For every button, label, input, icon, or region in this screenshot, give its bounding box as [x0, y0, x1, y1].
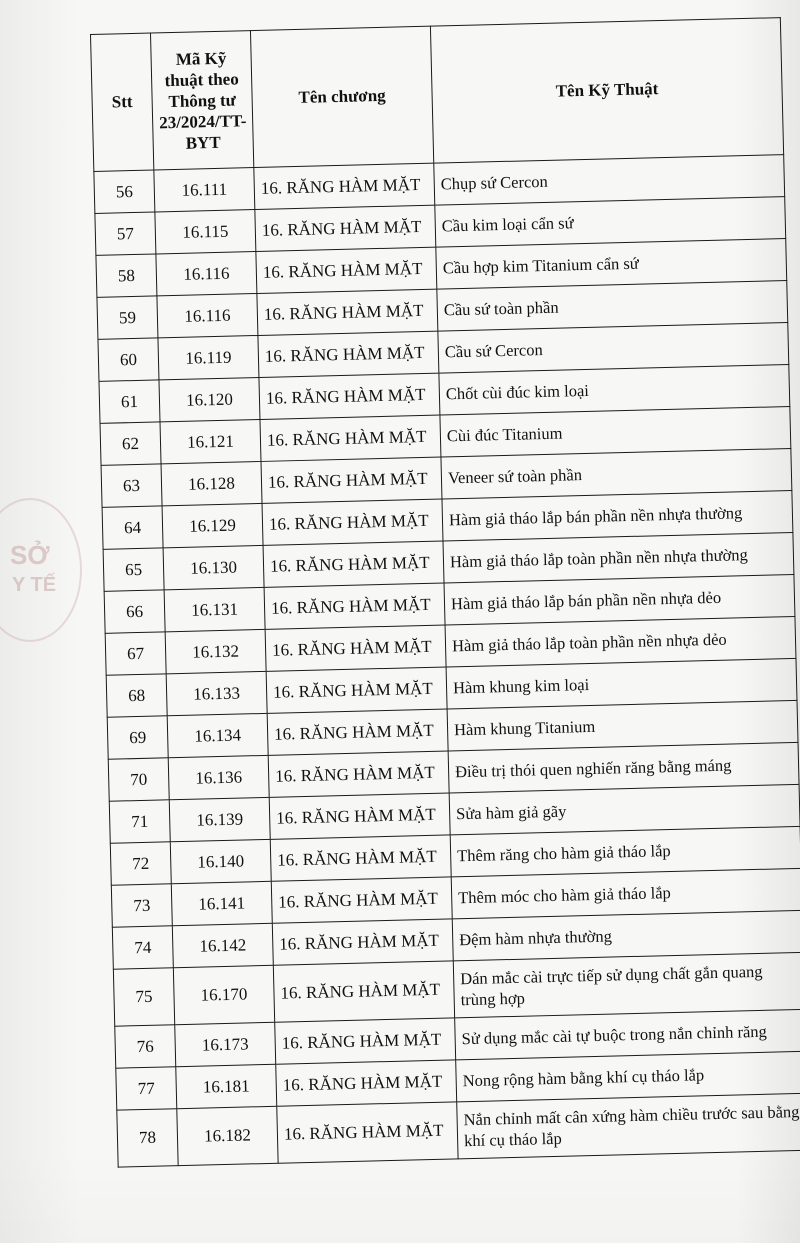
- header-stt: Stt: [91, 33, 154, 171]
- stamp-text-1: SỞ: [10, 540, 50, 570]
- row-code: 16.131: [164, 587, 265, 631]
- row-stt: 60: [98, 338, 159, 381]
- row-chapter: 16. RĂNG HÀM MẶT: [263, 541, 444, 587]
- page-bottom-shade: [0, 1150, 800, 1243]
- row-technique-name: Cầu hợp kim Titanium cẩn sứ: [436, 239, 787, 290]
- row-code: 16.130: [163, 545, 264, 589]
- row-technique-name: Chụp sứ Cercon: [434, 155, 785, 206]
- table-body: [94, 155, 800, 1168]
- row-chapter: 16. RĂNG HÀM MẶT: [259, 373, 440, 419]
- row-chapter: 16. RĂNG HÀM MẶT: [256, 247, 437, 293]
- stamp-text-2: Y TẾ: [12, 574, 57, 596]
- row-chapter: 16. RĂNG HÀM MẶT: [257, 289, 438, 335]
- row-technique-name: Hàm giả tháo lắp bán phần nền nhựa dẻo: [444, 574, 795, 625]
- row-code: 16.139: [169, 797, 270, 841]
- row-stt: 57: [95, 212, 156, 255]
- row-code: 16.182: [177, 1106, 278, 1165]
- row-technique-name: Cầu kim loại cẩn sứ: [435, 197, 786, 248]
- header-chapter: Tên chương: [250, 26, 433, 167]
- row-code: 16.121: [160, 419, 261, 463]
- row-chapter: 16. RĂNG HÀM MẶT: [269, 793, 450, 839]
- row-stt: 68: [106, 674, 167, 717]
- row-code: 16.134: [167, 713, 268, 757]
- row-code: 16.141: [171, 881, 272, 925]
- row-stt: 56: [94, 170, 155, 213]
- row-technique-name: Nong rộng hàm bằng khí cụ tháo lắp: [456, 1051, 800, 1102]
- row-stt: 67: [105, 632, 166, 675]
- row-stt: 71: [109, 800, 170, 843]
- row-chapter: 16. RĂNG HÀM MẶT: [262, 499, 443, 545]
- row-code: 16.115: [155, 210, 256, 254]
- row-stt: 69: [107, 716, 168, 759]
- row-code: 16.129: [162, 503, 263, 547]
- row-chapter: 16. RĂNG HÀM MẶT: [255, 205, 436, 251]
- row-stt: 78: [117, 1109, 178, 1167]
- row-stt: 72: [110, 842, 171, 885]
- row-technique-name: Sử dụng mắc cài tự buộc trong nắn chỉnh răng: [455, 1009, 800, 1060]
- row-technique-name: Chốt cùi đúc kim loại: [439, 365, 790, 416]
- row-stt: 76: [115, 1025, 176, 1068]
- row-stt: 63: [101, 464, 162, 507]
- row-stt: 75: [113, 968, 174, 1026]
- row-code: 16.181: [176, 1064, 277, 1108]
- row-code: 16.116: [156, 252, 257, 296]
- row-chapter: 16. RĂNG HÀM MẶT: [272, 919, 453, 965]
- row-technique-name: Hàm giả tháo lắp toàn phần nền nhựa dẻo: [445, 616, 796, 667]
- row-code: 16.132: [165, 629, 266, 673]
- row-stt: 70: [108, 758, 169, 801]
- row-code: 16.128: [161, 461, 262, 505]
- row-stt: 58: [96, 254, 157, 297]
- row-chapter: 16. RĂNG HÀM MẶT: [276, 1060, 457, 1106]
- row-code: 16.120: [159, 377, 260, 421]
- row-chapter: 16. RĂNG HÀM MẶT: [273, 961, 454, 1022]
- row-code: 16.142: [172, 923, 273, 967]
- row-technique-name: Cầu sứ Cercon: [438, 323, 789, 374]
- row-stt: 74: [112, 926, 173, 969]
- row-stt: 59: [97, 296, 158, 339]
- row-technique-name: Hàm giả tháo lắp toàn phần nền nhựa thường: [443, 532, 794, 583]
- row-technique-name: Hàm giả tháo lắp bán phần nền nhựa thường: [442, 490, 793, 541]
- row-stt: 64: [102, 506, 163, 549]
- row-technique-name: Đệm hàm nhựa thường: [452, 910, 800, 961]
- row-chapter: 16. RĂNG HÀM MẶT: [268, 751, 449, 797]
- row-code: 16.170: [173, 965, 274, 1024]
- row-stt: 77: [116, 1067, 177, 1110]
- row-technique-name: Hàm khung Titanium: [447, 700, 798, 751]
- row-technique-name: Sửa hàm giả gãy: [449, 784, 800, 835]
- row-chapter: 16. RĂNG HÀM MẶT: [277, 1102, 458, 1163]
- row-technique-name: Điều trị thói quen nghiến răng bằng máng: [448, 742, 799, 793]
- row-technique-name: Cầu sứ toàn phần: [437, 281, 788, 332]
- row-chapter: 16. RĂNG HÀM MẶT: [270, 835, 451, 881]
- document-sheet: [90, 17, 800, 1168]
- row-chapter: 16. RĂNG HÀM MẶT: [264, 583, 445, 629]
- row-technique-name: Thêm móc cho hàm giả tháo lắp: [451, 868, 800, 919]
- row-chapter: 16. RĂNG HÀM MẶT: [267, 709, 448, 755]
- row-technique-name: Hàm khung kim loại: [446, 658, 797, 709]
- row-code: 16.116: [157, 293, 258, 337]
- row-chapter: 16. RĂNG HÀM MẶT: [266, 667, 447, 713]
- row-code: 16.133: [166, 671, 267, 715]
- row-code: 16.136: [168, 755, 269, 799]
- row-chapter: 16. RĂNG HÀM MẶT: [271, 877, 452, 923]
- row-stt: 66: [104, 590, 165, 633]
- row-code: 16.173: [175, 1022, 276, 1066]
- row-chapter: 16. RĂNG HÀM MẶT: [265, 625, 446, 671]
- row-chapter: 16. RĂNG HÀM MẶT: [258, 331, 439, 377]
- row-stt: 62: [100, 422, 161, 465]
- techniques-table: [90, 17, 800, 1168]
- row-technique-name: Nắn chỉnh mất cân xứng hàm chiều trước sau bằng khí cụ tháo lắp: [457, 1093, 800, 1159]
- row-technique-name: Cùi đúc Titanium: [440, 407, 791, 458]
- row-stt: 73: [111, 884, 172, 927]
- header-technique-name: Tên Kỹ Thuật: [430, 18, 783, 164]
- row-chapter: 16. RĂNG HÀM MẶT: [254, 163, 435, 209]
- row-code: 16.140: [170, 839, 271, 883]
- row-code: 16.119: [158, 335, 259, 379]
- row-stt: 65: [103, 548, 164, 591]
- row-technique-name: Veneer sứ toàn phần: [441, 449, 792, 500]
- row-chapter: 16. RĂNG HÀM MẶT: [275, 1018, 456, 1064]
- table-header-row: [91, 18, 784, 172]
- row-chapter: 16. RĂNG HÀM MẶT: [261, 457, 442, 503]
- row-stt: 61: [99, 380, 160, 423]
- row-chapter: 16. RĂNG HÀM MẶT: [260, 415, 441, 461]
- row-code: 16.111: [154, 168, 255, 212]
- row-technique-name: Thêm răng cho hàm giả tháo lắp: [450, 826, 800, 877]
- header-code: Mã Kỹ thuật theo Thông tư 23/2024/TT-BYT: [150, 31, 253, 170]
- row-technique-name: Dán mắc cài trực tiếp sử dụng chất gắn quang trùng hợp: [453, 952, 800, 1018]
